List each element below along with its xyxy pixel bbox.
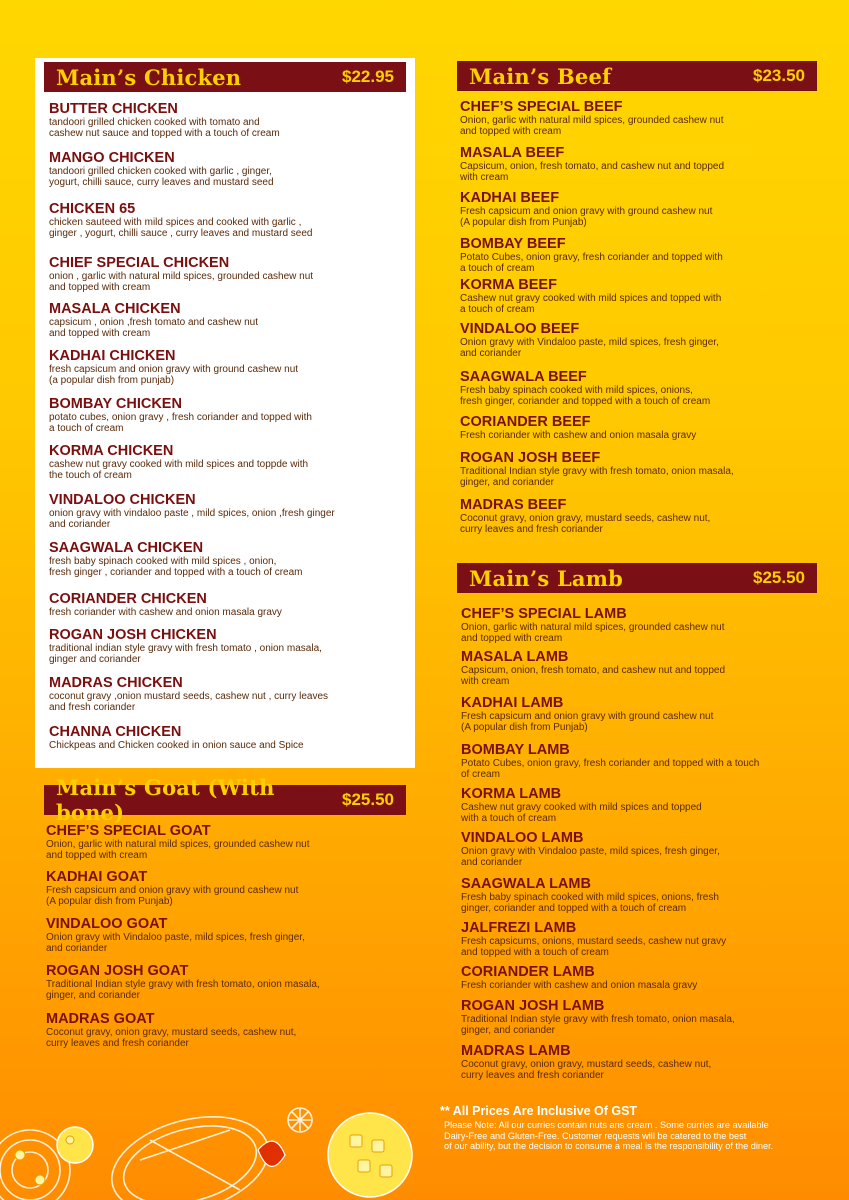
chicken-item-name: CORIANDER CHICKEN — [49, 591, 207, 607]
lamb-menu-item — [461, 1043, 841, 1081]
beef-item-description: Fresh baby spinach cooked with mild spices, onions, fresh ginger, coriander and topped with a touch of cream — [460, 385, 711, 407]
chicken-menu-item — [49, 201, 409, 239]
goat-item-description: Onion, garlic with natural mild spices, grounded cashew nut and topped with cream — [46, 839, 310, 861]
beef-item-description: Cashew nut gravy cooked with mild spices and topped with a touch of cream — [460, 293, 722, 315]
chicken-item-description: coconut gravy ,onion mustard seeds, cashew nut , curry leaves and fresh coriander — [49, 691, 329, 713]
goat-item-name: KADHAI GOAT — [46, 869, 148, 885]
beef-item-name: MADRAS BEEF — [460, 497, 567, 513]
chicken-item-name: CHICKEN 65 — [49, 201, 136, 217]
chicken-item-name: KORMA CHICKEN — [49, 443, 174, 459]
lamb-item-description: Traditional Indian style gravy with fresh tomato, onion masala, ginger, and coriander — [461, 1014, 735, 1036]
chicken-menu-item — [49, 101, 409, 139]
lamb-item-description: Onion gravy with Vindaloo paste, mild spices, fresh ginger, and coriander — [461, 846, 720, 868]
lamb-menu-item — [461, 786, 841, 824]
goat-menu-item — [46, 823, 416, 861]
chicken-item-description: capsicum , onion ,fresh tomato and cashew nut and topped with cream — [49, 317, 259, 339]
goat-item-description: Traditional Indian style gravy with fresh tomato, onion masala, ginger, and coriander — [46, 979, 320, 1001]
chicken-menu-item — [49, 675, 409, 713]
chicken-menu-item — [49, 301, 409, 339]
beef-item-description: Fresh coriander with cashew and onion masala gravy — [460, 430, 697, 441]
beef-item-name: MASALA BEEF — [460, 145, 565, 161]
beef-item-description: Onion gravy with Vindaloo paste, mild spices, fresh ginger, and coriander — [460, 337, 719, 359]
lamb-menu-item — [461, 742, 841, 780]
chicken-menu-item — [49, 492, 409, 530]
beef-item-name: ROGAN JOSH BEEF — [460, 450, 601, 466]
beef-menu-item — [460, 369, 840, 407]
lamb-item-description: Potato Cubes, onion gravy, fresh coriander and topped with a touch of cream — [461, 758, 760, 780]
chicken-menu-item — [49, 724, 409, 751]
lamb-item-description: Fresh capsicum and onion gravy with ground cashew nut (A popular dish from Punjab) — [461, 711, 714, 733]
lamb-item-name: MADRAS LAMB — [461, 1043, 571, 1059]
beef-item-name: VINDALOO BEEF — [460, 321, 580, 337]
goat-menu-item — [46, 963, 416, 1001]
chicken-title: Main’s Chicken — [56, 64, 242, 90]
chicken-item-description: potato cubes, onion gravy , fresh coriander and topped with a touch of cream — [49, 412, 312, 434]
chicken-item-name: VINDALOO CHICKEN — [49, 492, 196, 508]
chicken-item-description: fresh baby spinach cooked with mild spices , onion, fresh ginger , coriander and topped with a touch of cream — [49, 556, 303, 578]
beef-menu-item — [460, 145, 840, 183]
chicken-item-name: CHANNA CHICKEN — [49, 724, 182, 740]
chicken-header — [44, 62, 406, 92]
chicken-item-description: traditional indian style gravy with fresh tomato , onion masala, ginger and coriander — [49, 643, 322, 665]
goat-menu-item — [46, 1011, 416, 1049]
beef-item-name: CORIANDER BEEF — [460, 414, 591, 430]
beef-item-name: CHEF’S SPECIAL BEEF — [460, 99, 623, 115]
chicken-item-name: MANGO CHICKEN — [49, 150, 175, 166]
chicken-item-name: ROGAN JOSH CHICKEN — [49, 627, 217, 643]
goat-item-description: Onion gravy with Vindaloo paste, mild spices, fresh ginger, and coriander — [46, 932, 305, 954]
lamb-menu-item — [461, 606, 841, 644]
chicken-menu-item — [49, 627, 409, 665]
goat-item-description: Fresh capsicum and onion gravy with ground cashew nut (A popular dish from Punjab) — [46, 885, 299, 907]
chicken-menu-item — [49, 591, 409, 618]
lamb-item-name: CORIANDER LAMB — [461, 964, 595, 980]
chicken-menu-item — [49, 150, 409, 188]
beef-title: Main’s Beef — [469, 63, 612, 89]
chicken-item-description: onion , garlic with natural mild spices, grounded cashew nut and topped with cream — [49, 271, 314, 293]
beef-item-name: KORMA BEEF — [460, 277, 557, 293]
goat-title: Main’s Goat (With bone) — [56, 775, 275, 825]
chicken-item-description: tandoori grilled chicken cooked with tomato and cashew nut sauce and topped with a touch of cream — [49, 117, 280, 139]
lamb-header — [457, 563, 817, 593]
chicken-item-name: BUTTER CHICKEN — [49, 101, 178, 117]
beef-price: $23.50 — [753, 66, 805, 85]
lamb-item-description: Fresh capsicums, onions, mustard seeds, cashew nut gravy and topped with a touch of cream — [461, 936, 727, 958]
allergen-note: Please Note: All our curries contain nuts ans cream . Some curries are available Dairy-Free and Gluten-Free. Customer requests will be catered to the best of our ability, but the decision to consume a meal is the responsibility of the diner. — [444, 1120, 774, 1151]
chicken-item-name: CHIEF SPECIAL CHICKEN — [49, 255, 230, 271]
beef-header — [457, 61, 817, 91]
beef-item-name: KADHAI BEEF — [460, 190, 560, 206]
beef-item-description: Fresh capsicum and onion gravy with ground cashew nut (A popular dish from Punjab) — [460, 206, 713, 228]
chicken-item-description: fresh coriander with cashew and onion masala gravy — [49, 607, 282, 618]
lamb-item-description: Capsicum, onion, fresh tomato, and cashew nut and topped with cream — [461, 665, 726, 687]
beef-item-description: Traditional Indian style gravy with fresh tomato, onion masala, ginger, and coriander — [460, 466, 734, 488]
food-illustration — [0, 1090, 430, 1200]
lamb-menu-item — [461, 876, 841, 914]
beef-item-name: SAAGWALA BEEF — [460, 369, 587, 385]
lamb-item-name: KADHAI LAMB — [461, 695, 564, 711]
lamb-price: $25.50 — [753, 568, 805, 587]
lamb-menu-item — [461, 998, 841, 1036]
chicken-item-name: BOMBAY CHICKEN — [49, 396, 182, 412]
beef-item-description: Coconut gravy, onion gravy, mustard seeds, cashew nut, curry leaves and fresh coriander — [460, 513, 711, 535]
beef-item-description: Capsicum, onion, fresh tomato, and cashew nut and topped with cream — [460, 161, 725, 183]
gst-note: ** All Prices Are Inclusive Of GST — [440, 1104, 638, 1118]
chicken-item-description: onion gravy with vindaloo paste , mild spices, onion ,fresh ginger and coriander — [49, 508, 335, 530]
beef-menu-item — [460, 497, 840, 535]
lamb-item-description: Fresh baby spinach cooked with mild spices, onions, fresh ginger, coriander and topped with a touch of cream — [461, 892, 719, 914]
goat-item-name: ROGAN JOSH GOAT — [46, 963, 189, 979]
chicken-menu-item — [49, 348, 409, 386]
chicken-item-name: KADHAI CHICKEN — [49, 348, 176, 364]
goat-item-name: VINDALOO GOAT — [46, 916, 168, 932]
chicken-menu-item — [49, 443, 409, 481]
lamb-menu-item — [461, 830, 841, 868]
chicken-menu-item — [49, 540, 409, 578]
lamb-item-description: Onion, garlic with natural mild spices, grounded cashew nut and topped with cream — [461, 622, 725, 644]
goat-menu-item — [46, 916, 416, 954]
chicken-item-description: Chickpeas and Chicken cooked in onion sauce and Spice — [49, 740, 304, 751]
lamb-item-description: Coconut gravy, onion gravy, mustard seeds, cashew nut, curry leaves and fresh coriander — [461, 1059, 712, 1081]
lamb-menu-item — [461, 649, 841, 687]
lamb-item-name: SAAGWALA LAMB — [461, 876, 591, 892]
goat-item-description: Coconut gravy, onion gravy, mustard seeds, cashew nut, curry leaves and fresh coriander — [46, 1027, 297, 1049]
beef-menu-item — [460, 321, 840, 359]
chicken-item-name: MASALA CHICKEN — [49, 301, 181, 317]
lamb-item-description: Cashew nut gravy cooked with mild spices and topped with a touch of cream — [461, 802, 702, 824]
lamb-item-name: MASALA LAMB — [461, 649, 569, 665]
chicken-item-description: tandoori grilled chicken cooked with garlic , ginger, yogurt, chilli sauce, curry leaves and mustard seed — [49, 166, 274, 188]
chicken-item-name: SAAGWALA CHICKEN — [49, 540, 204, 556]
chicken-item-description: chicken sauteed with mild spices and cooked with garlic , ginger , yogurt, chilli sauce , curry leaves and mustard seed — [49, 217, 313, 239]
beef-menu-item — [460, 99, 840, 137]
lamb-item-name: ROGAN JOSH LAMB — [461, 998, 605, 1014]
goat-menu-item — [46, 869, 416, 907]
lamb-item-name: BOMBAY LAMB — [461, 742, 570, 758]
lamb-item-name: JALFREZI LAMB — [461, 920, 577, 936]
lamb-item-name: KORMA LAMB — [461, 786, 562, 802]
goat-price: $25.50 — [342, 790, 394, 809]
lamb-item-name: VINDALOO LAMB — [461, 830, 584, 846]
lamb-menu-item — [461, 695, 841, 733]
chicken-item-name: MADRAS CHICKEN — [49, 675, 183, 691]
chicken-menu-item — [49, 396, 409, 434]
goat-header — [44, 775, 406, 825]
chicken-item-description: cashew nut gravy cooked with mild spices and toppde with the touch of cream — [49, 459, 309, 481]
goat-item-name: MADRAS GOAT — [46, 1011, 155, 1027]
beef-menu-item — [460, 277, 840, 315]
chicken-item-description: fresh capsicum and onion gravy with ground cashew nut (a popular dish from punjab) — [49, 364, 299, 386]
lamb-menu-item — [461, 964, 841, 991]
beef-menu-item — [460, 190, 840, 228]
lamb-item-name: CHEF’S SPECIAL LAMB — [461, 606, 627, 622]
chicken-menu-item — [49, 255, 409, 293]
chicken-price: $22.95 — [342, 67, 394, 86]
goat-item-name: CHEF’S SPECIAL GOAT — [46, 823, 211, 839]
beef-item-description: Onion, garlic with natural mild spices, grounded cashew nut and topped with cream — [460, 115, 724, 137]
lamb-title: Main’s Lamb — [469, 565, 624, 591]
beef-menu-item — [460, 236, 840, 274]
lamb-item-description: Fresh coriander with cashew and onion masala gravy — [461, 980, 698, 991]
beef-menu-item — [460, 414, 840, 441]
beef-item-description: Potato Cubes, onion gravy, fresh coriander and topped with a touch of cream — [460, 252, 723, 274]
lamb-menu-item — [461, 920, 841, 958]
beef-menu-item — [460, 450, 840, 488]
beef-item-name: BOMBAY BEEF — [460, 236, 566, 252]
